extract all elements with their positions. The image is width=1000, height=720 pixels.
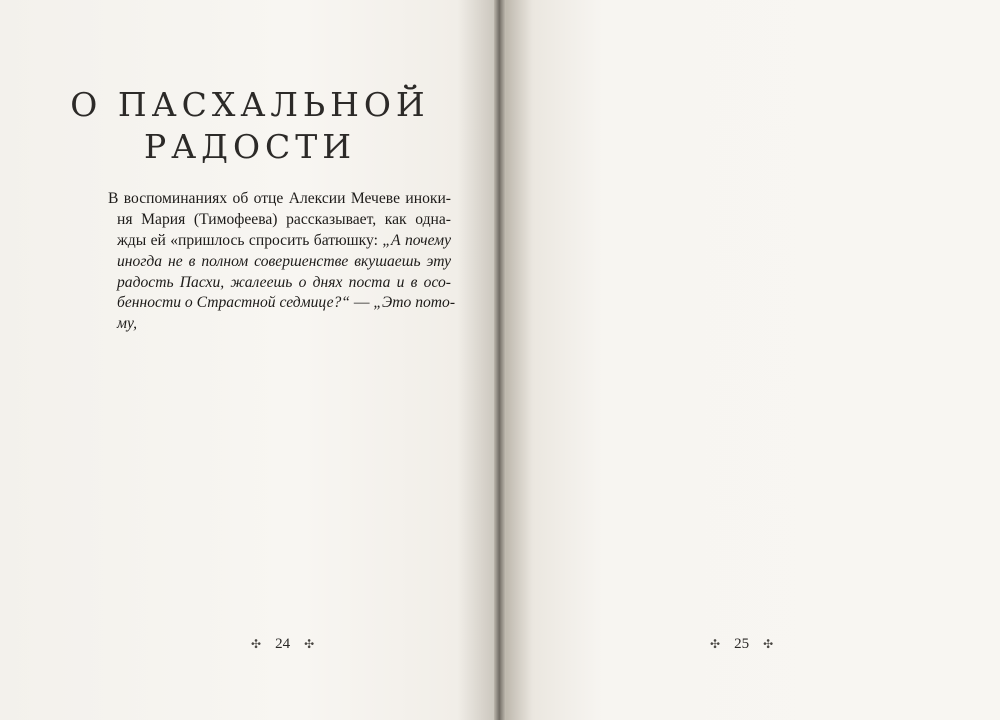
text-line: иногда не в полном совершенстве вкушаешь эту	[117, 252, 451, 270]
text-line: жды ей «пришлось спросить батюшку: „А почему	[117, 231, 451, 249]
ornament-icon: ✣	[763, 637, 774, 651]
text-line: ня Мария (Тимофеева) рассказывает, как одна-	[117, 210, 451, 228]
chapter-title	[60, 84, 440, 168]
right-page	[503, 0, 1000, 720]
left-page-body	[108, 189, 456, 335]
page-number: 25	[734, 636, 750, 652]
page-number-left	[251, 636, 314, 653]
text-line: радость Пасхи, жалеешь о днях поста и в осо-	[117, 273, 451, 291]
ornament-icon: ✣	[710, 637, 721, 651]
chapter-title-line-1: О ПАСХАЛЬНОЙ	[70, 85, 430, 124]
book-gutter	[494, 0, 506, 720]
page-number-right	[710, 636, 773, 653]
text-line: В воспоминаниях об отце Алексии Мечеве иноки-	[108, 190, 451, 207]
ornament-icon: ✣	[304, 637, 315, 651]
ornament-icon: ✣	[251, 637, 262, 651]
page-number: 24	[275, 636, 291, 652]
text-line: му,	[117, 315, 137, 333]
chapter-title-line-2: РАДОСТИ	[143, 127, 357, 166]
text-line: бенности о Страстной седмице?“ — „Это пото-	[117, 294, 456, 312]
